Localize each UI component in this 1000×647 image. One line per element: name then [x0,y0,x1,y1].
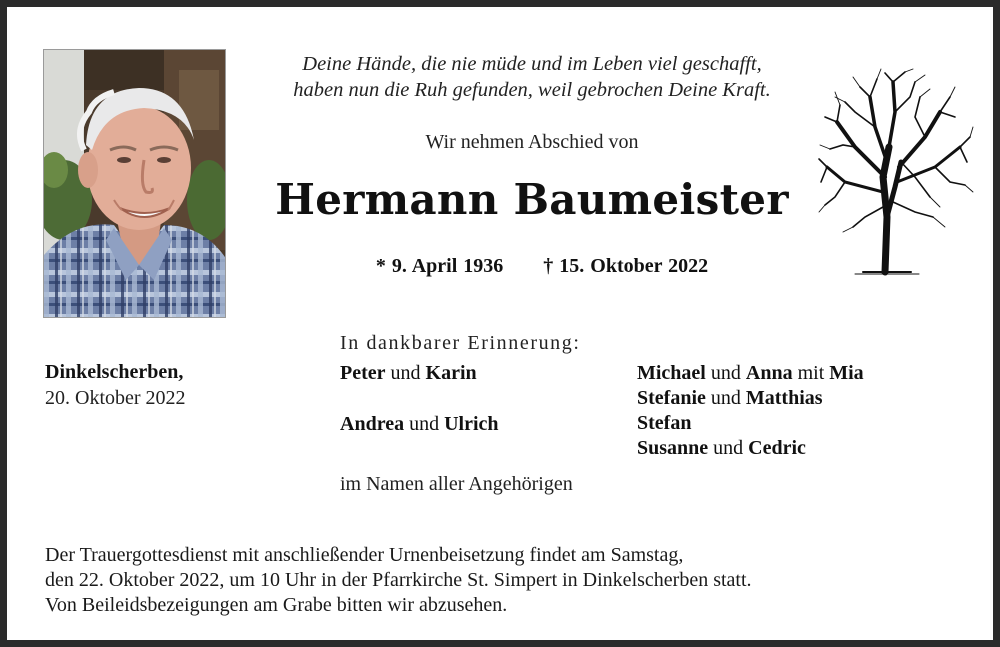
mourner-name: Stefanie [637,387,706,409]
mourner-name: Anna [745,362,793,384]
place-name: Dinkelscherben, [45,361,184,383]
mourner-line [340,413,499,436]
bare-tree-icon [815,67,975,277]
memory-heading: In dankbarer Erinnerung: [340,332,581,354]
service-line-3: Von Beileidsbezeigungen am Grabe bitten wir abzusehen. [45,594,508,616]
mourner-name: Matthias [745,387,823,409]
mourner-name: Ulrich [444,413,499,435]
mourner-conjunction: mit [797,362,825,384]
intro-text: Wir nehmen Abschied von [425,131,639,153]
poem-line-1: Deine Hände, die nie müde und im Leben viel geschafft, [302,53,762,75]
mourner-line [637,387,823,410]
mourner-conjunction: und [710,362,741,384]
birth-date: * 9. April 1936 [375,255,504,277]
closing-text: im Namen aller Angehörigen [340,473,573,495]
service-line-2: den 22. Oktober 2022, um 10 Uhr in der Pfarrkirche St. Simpert in Dinkelscherben statt. [45,569,752,591]
life-dates [307,255,777,278]
mourner-line [637,437,806,460]
poem [237,51,827,103]
mourner-name: Mia [829,362,864,384]
mourner-name: Susanne [637,437,709,459]
mourner-conjunction: und [409,413,440,435]
mourner-line [637,362,864,385]
mourner-name: Stefan [637,412,692,434]
portrait-photo [43,49,226,318]
poem-line-2: haben nun die Ruh gefunden, weil gebrochen Deine Kraft. [293,79,771,101]
mourner-conjunction: und [390,362,421,384]
mourner-name: Cedric [748,437,806,459]
mourner-name: Karin [425,362,477,384]
service-line-1: Der Trauergottesdienst mit anschließender Urnenbeisetzung findet am Samstag, [45,544,684,566]
mourner-name: Peter [340,362,386,384]
mourner-conjunction: und [713,437,744,459]
mourner-line [340,362,477,385]
place-date: 20. Oktober 2022 [45,387,186,409]
mourner-name: Michael [637,362,706,384]
deceased-name: Hermann Baumeister [275,175,789,224]
mourner-conjunction: und [710,387,741,409]
service-info [45,543,985,618]
death-date: † 15. Oktober 2022 [543,255,709,277]
mourner-line [637,412,691,435]
mourner-name: Andrea [340,413,405,435]
